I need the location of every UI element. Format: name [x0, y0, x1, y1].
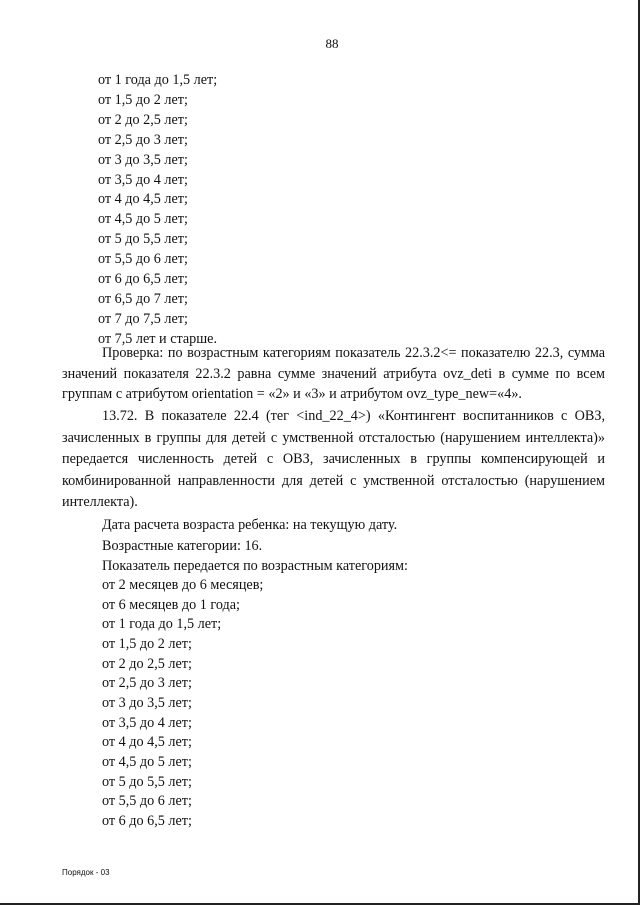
- list-item: от 1 года до 1,5 лет;: [98, 72, 218, 88]
- list-item: от 5,5 до 6 лет;: [102, 793, 192, 810]
- list-item: от 1,5 до 2 лет;: [102, 635, 192, 652]
- footer-label: Порядок - 03: [62, 868, 110, 877]
- list-item: от 7,5 лет и старше.: [98, 330, 218, 347]
- list-item: от 3 до 3,5 лет;: [102, 694, 192, 711]
- age-list-bottom: [102, 576, 263, 832]
- list-item: от 1,5 до 2 лет;: [98, 91, 188, 108]
- list-item: от 4,5 до 5 лет;: [102, 753, 192, 770]
- list-item: от 6,5 до 7 лет;: [98, 290, 188, 307]
- list-item: от 4,5 до 5 лет;: [98, 211, 188, 228]
- list-item: от 1 года до 1,5 лет;: [102, 616, 222, 633]
- page-number: 88: [325, 36, 339, 51]
- list-item: от 2 до 2,5 лет;: [98, 111, 188, 128]
- transmitted-by-line: Показатель передается по возрастным категориям:: [102, 558, 408, 574]
- list-item: от 6 до 6,5 лет;: [98, 271, 188, 288]
- list-item: от 7 до 7,5 лет;: [98, 310, 188, 327]
- list-item: от 5 до 5,5 лет;: [102, 773, 192, 790]
- list-item: от 2 месяцев до 6 месяцев;: [102, 577, 264, 593]
- age-list-top: [98, 71, 217, 350]
- list-item: от 2,5 до 3 лет;: [102, 675, 192, 692]
- check-paragraph: Проверка: по возрастным категориям показатель 22.3.2<= показателю 22.3, сумма значений показателя 22.3.2 равна сумме значений атрибута ovz_deti в сумме по всем группам с атрибутом orientation = «2» и «3» и атрибутом ovz_type_new=«4».: [62, 345, 605, 403]
- list-item: от 5 до 5,5 лет;: [98, 231, 188, 248]
- age-categories-line: Возрастные категории: 16.: [102, 537, 263, 554]
- list-item: от 3,5 до 4 лет;: [102, 714, 192, 731]
- list-item: от 6 до 6,5 лет;: [102, 812, 192, 829]
- list-item: от 3 до 3,5 лет;: [98, 151, 188, 168]
- list-item: от 4 до 4,5 лет;: [102, 734, 192, 751]
- list-item: от 3,5 до 4 лет;: [98, 171, 188, 188]
- list-item: от 6 месяцев до 1 года;: [102, 596, 240, 613]
- list-item: от 2,5 до 3 лет;: [98, 131, 188, 148]
- calc-block: [102, 515, 408, 577]
- list-item: от 2 до 2,5 лет;: [102, 655, 192, 672]
- calc-date-line: Дата расчета возраста ребенка: на текущую дату.: [102, 517, 398, 533]
- list-item: от 4 до 4,5 лет;: [98, 191, 188, 208]
- list-item: от 5,5 до 6 лет;: [98, 251, 188, 268]
- section-paragraph: 13.72. В показателе 22.4 (тег <ind_22_4>) «Контингент воспитанников с ОВЗ, зачисленных в группы для детей с умственной отсталостью (нарушением интеллекта)» передается численность детей с ОВЗ, зачисленных в группы компенсирующей и комбинированной направленности для детей с умственной отсталостью (нарушением интеллекта).: [62, 408, 605, 510]
